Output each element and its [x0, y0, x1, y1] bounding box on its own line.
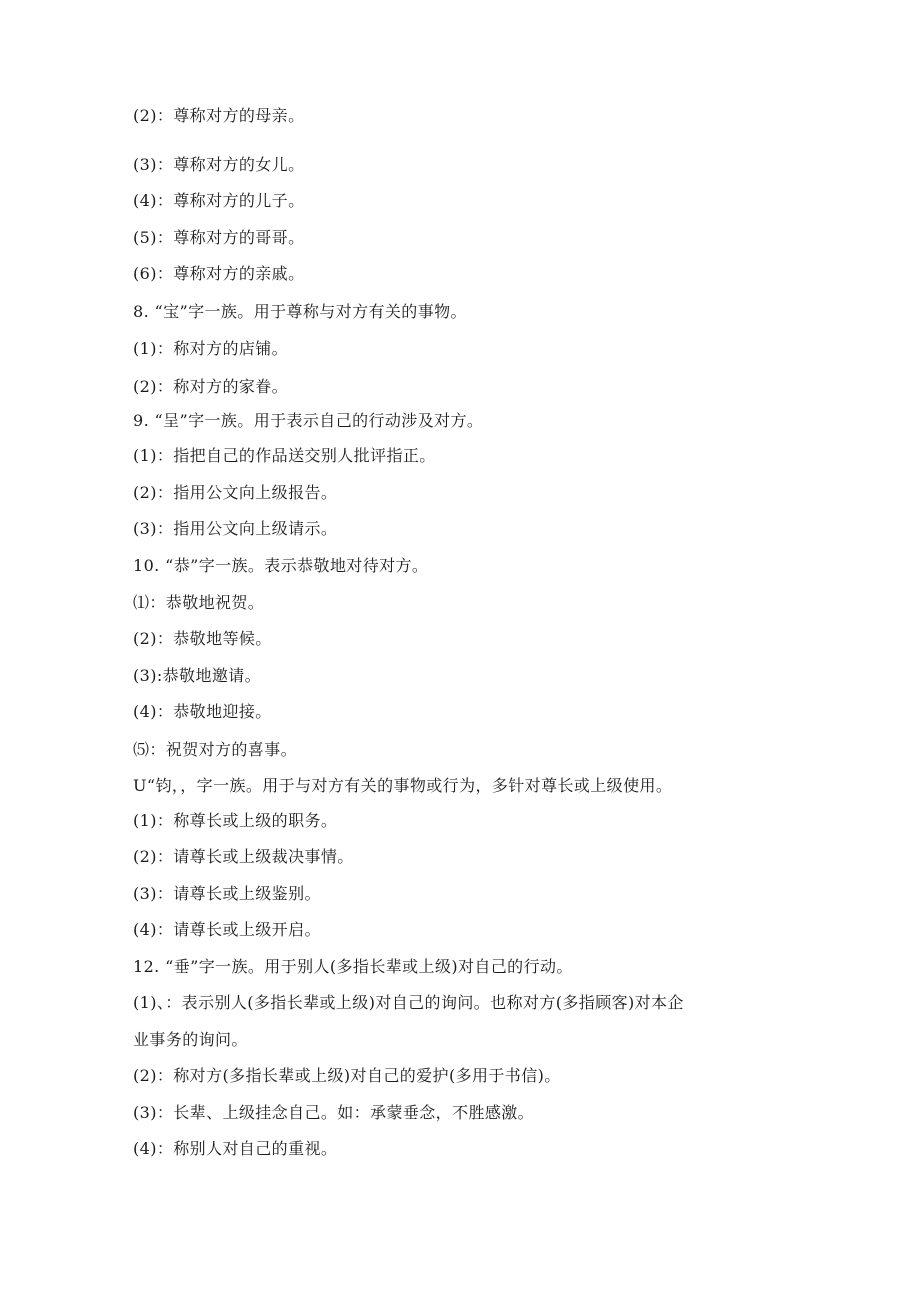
text-line: (2)：尊称对方的母亲。	[133, 106, 305, 125]
text-line: ⑴：恭敬地祝贺。	[133, 593, 265, 612]
section-heading: U“钧，，字一族。用于与对方有关的事物或行为，多针对尊长或上级使用。	[133, 776, 673, 795]
section-heading: 9. “呈”字一族。用于表示自己的行动涉及对方。	[133, 411, 484, 430]
text-line: (6)：尊称对方的亲戚。	[133, 264, 305, 283]
text-line: (3)：长辈、上级挂念自己。如：承蒙垂念，不胜感激。	[133, 1103, 535, 1122]
text-line: (1)：称对方的店铺。	[133, 339, 289, 358]
text-line: (3)：请尊长或上级鉴别。	[133, 884, 321, 903]
section-heading: 10. “恭”字一族。表示恭敬地对待对方。	[133, 556, 429, 575]
text-line: (2)：指用公文向上级报告。	[133, 483, 338, 502]
text-line: (5)：尊称对方的哥哥。	[133, 228, 305, 247]
text-line: (4)：尊称对方的儿子。	[133, 191, 305, 210]
text-line: (1)：称尊长或上级的职务。	[133, 811, 338, 830]
text-line: (2)：称对方(多指长辈或上级)对自己的爱护(多用于书信)。	[133, 1066, 561, 1085]
text-line: (4)：请尊长或上级开启。	[133, 920, 321, 939]
text-line: (2)：请尊长或上级裁决事情。	[133, 847, 354, 866]
text-line-continuation: 业事务的询问。	[133, 1030, 248, 1049]
text-line: (4)：恭敬地迎接。	[133, 702, 272, 721]
text-line: (3):恭敬地邀请。	[133, 666, 262, 685]
text-line: (2)：恭敬地等候。	[133, 629, 272, 648]
section-heading: 12. “垂”字一族。用于别人(多指长辈或上级)对自己的行动。	[133, 957, 573, 976]
text-line: ⑸：祝贺对方的喜事。	[133, 740, 298, 759]
text-line: (2)：称对方的家眷。	[133, 377, 289, 396]
text-line: (4)：称别人对自己的重视。	[133, 1139, 338, 1158]
text-line: (1)：指把自己的作品送交别人批评指正。	[133, 446, 436, 465]
text-line: (1)、：表示别人(多指长辈或上级)对自己的询问。也称对方(多指顾客)对本企	[133, 993, 684, 1012]
text-line: (3)：指用公文向上级请示。	[133, 519, 338, 538]
section-heading: 8. “宝”字一族。用于尊称与对方有关的事物。	[133, 302, 467, 321]
text-line: (3)：尊称对方的女儿。	[133, 155, 305, 174]
